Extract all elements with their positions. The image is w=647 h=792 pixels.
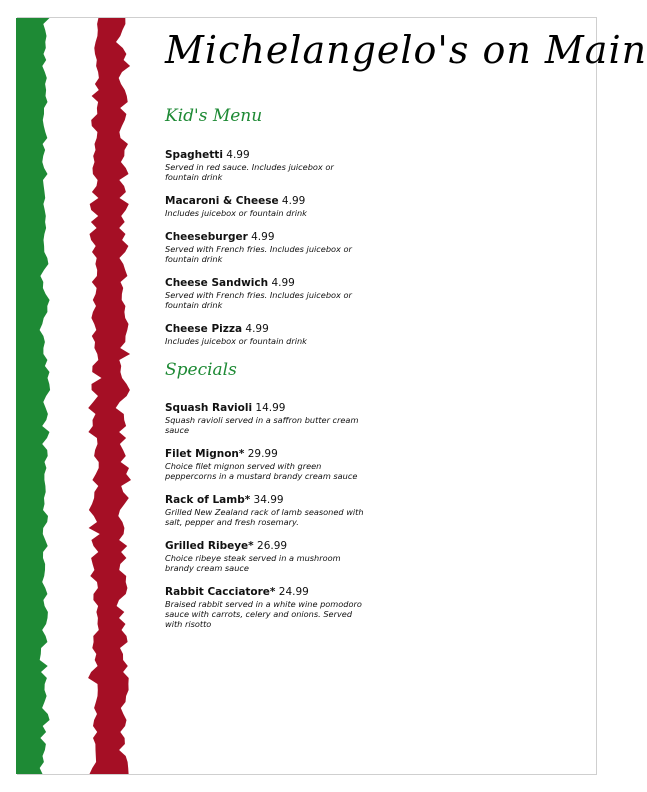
- item-name: Rabbit Cacciatore*: [165, 586, 276, 598]
- item-description: Choice ribeye steak served in a mushroom brandy cream sauce: [165, 553, 341, 573]
- item-price: 14.99: [255, 402, 286, 414]
- item-description: Grilled New Zealand rack of lamb seasoned with salt, pepper and fresh rosemary.: [165, 507, 364, 527]
- specials-item: [165, 586, 365, 629]
- item-title-line: [165, 149, 365, 162]
- item-description: Served in red sauce. Includes juicebox or fountain drink: [165, 162, 334, 182]
- item-name: Spaghetti: [165, 149, 223, 161]
- item-description: Braised rabbit served in a white wine pomodoro sauce with carrots, celery and onions. Served with risotto: [165, 599, 362, 629]
- item-title-line: [165, 323, 365, 336]
- item-name: Filet Mignon*: [165, 448, 245, 460]
- item-name: Grilled Ribeye*: [165, 540, 254, 552]
- specials-list: [165, 402, 365, 642]
- kids-menu-list: [165, 149, 365, 359]
- kids-menu-heading: Kid's Menu: [165, 106, 263, 126]
- item-title-line: [165, 231, 365, 244]
- item-name: Cheeseburger: [165, 231, 248, 243]
- item-description: Served with French fries. Includes juicebox or fountain drink: [165, 244, 352, 264]
- item-title-line: [165, 195, 365, 208]
- item-description: Includes juicebox or fountain drink: [165, 208, 307, 218]
- specials-item: [165, 494, 365, 527]
- item-title-line: [165, 448, 365, 461]
- restaurant-title: Michelangelo's on Main: [165, 28, 647, 72]
- specials-item: [165, 402, 365, 435]
- kids-menu-item: [165, 323, 365, 346]
- item-price: 26.99: [257, 540, 288, 552]
- kids-menu-item: [165, 195, 365, 218]
- kids-menu-item: [165, 149, 365, 182]
- item-description: Includes juicebox or fountain drink: [165, 336, 307, 346]
- item-title-line: [165, 494, 365, 507]
- item-price: 29.99: [247, 448, 278, 460]
- item-price: 4.99: [281, 195, 306, 207]
- red-stripe: [88, 18, 131, 774]
- item-price: 4.99: [251, 231, 275, 243]
- item-title-line: [165, 586, 365, 599]
- kids-menu-item: [165, 231, 365, 264]
- menu-page: [17, 17, 647, 775]
- item-name: Squash Ravioli: [165, 402, 253, 414]
- item-description: Squash ravioli served in a saffron butter cream sauce: [165, 415, 359, 435]
- item-title-line: [165, 540, 365, 553]
- item-price: 34.99: [253, 494, 284, 506]
- item-price: 24.99: [278, 586, 309, 598]
- item-name: Macaroni & Cheese: [165, 195, 279, 207]
- item-price: 4.99: [226, 149, 250, 161]
- item-name: Cheese Sandwich: [165, 277, 269, 289]
- item-title-line: [165, 402, 365, 415]
- kids-menu-item: [165, 277, 365, 310]
- item-price: 4.99: [271, 277, 295, 289]
- item-name: Cheese Pizza: [165, 323, 243, 335]
- green-stripe: [16, 18, 50, 774]
- item-price: 4.99: [245, 323, 269, 335]
- item-name: Rack of Lamb*: [165, 494, 251, 506]
- item-description: Served with French fries. Includes juicebox or fountain drink: [165, 290, 352, 310]
- specials-item: [165, 540, 365, 573]
- item-title-line: [165, 277, 365, 290]
- italian-flag-stripes: [18, 18, 148, 776]
- specials-heading: Specials: [165, 360, 237, 380]
- specials-item: [165, 448, 365, 481]
- item-description: Choice filet mignon served with green peppercorns in a mustard brandy cream sauce: [165, 461, 358, 481]
